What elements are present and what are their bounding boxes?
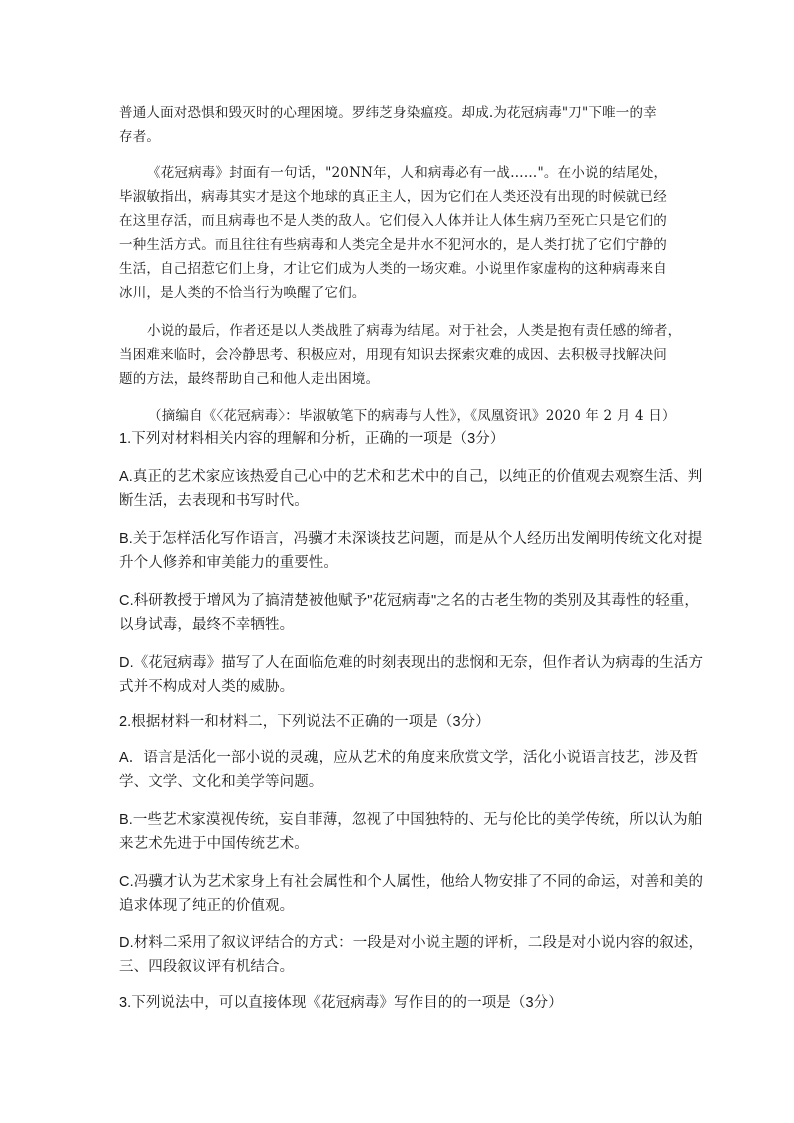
option-b-line-1: B.一些艺术家漠视传统，妄自菲薄，忽视了中国独特的、无与伦比的美学传统，所以认为舶 bbox=[119, 812, 703, 828]
question-stem: 1.下列对材料相关内容的理解和分析，正确的一项是（3分） bbox=[119, 431, 505, 447]
option-a-line-2: 断生活，去表现和书写时代。 bbox=[119, 493, 309, 509]
text-line: 小说的最后，作者还是以人类战胜了病毒为结尾。对于社会，人类是抱有责任感的缔者， bbox=[147, 323, 682, 339]
option-c-line-2: 追求体现了纯正的价值观。 bbox=[119, 898, 295, 914]
question-stem: 3.下列说法中，可以直接体现《花冠病毒》写作目的的一项是（3分） bbox=[119, 995, 563, 1011]
option-a-line-1: A.真正的艺术家应该热爱自己心中的艺术和艺术中的自己，以纯正的价值观去观察生活、判 bbox=[119, 469, 703, 485]
option-d-line-2: 式并不构成对人类的威胁。 bbox=[119, 679, 295, 695]
option-d-line-1: D.材料二采用了叙议评结合的方式：一段是对小说主题的评析，二段是对小说内容的叙述， bbox=[119, 935, 704, 951]
option-a-line-1: A．语言是活化一部小说的灵魂，应从艺术的角度来欣赏文学，活化小说语言技艺，涉及哲 bbox=[119, 750, 699, 766]
text-line: 一种生活方式。而且往往有些病毒和人类完全是井水不犯河水的，是人类打扰了它们宁静的 bbox=[119, 237, 667, 253]
text-line: 生活，自己招惹它们上身，才让它们成为人类的一场灾难。小说里作家虚构的这种病毒来自 bbox=[119, 261, 667, 277]
text-line: 题的方法，最终帮助自己和他人走出困境。 bbox=[119, 371, 380, 387]
text-line: 毕淑敏指出，病毒其实才是这个地球的真正主人，因为它们在人类还没有出现的时候就已经 bbox=[119, 189, 667, 205]
question-stem: 2.根据材料一和材料二，下列说法不正确的一项是（3分） bbox=[119, 714, 490, 730]
option-b-line-2: 升个人修养和审美能力的重要性。 bbox=[119, 555, 338, 571]
option-c-line-2: 以身试毒，最终不幸牺牲。 bbox=[119, 617, 295, 633]
option-b-line-1: B.关于怎样活化写作语言，冯骥才未深谈技艺问题，而是从个人经历出发阐明传统文化对提 bbox=[119, 531, 703, 547]
option-d-line-2: 三、四段叙议评有机结合。 bbox=[119, 959, 295, 975]
option-c-line-1: C.科研教授于增风为了搞清楚被他赋予"花冠病毒"之名的古老生物的类别及其毒性的轻重， bbox=[119, 593, 699, 609]
option-c-line-1: C.冯骥才认为艺术家身上有社会属性和个人属性，他给人物安排了不同的命运，对善和美的 bbox=[119, 874, 704, 890]
text-line: 当困难来临时，会冷静思考、积极应对，用现有知识去探索灾难的成因、去积极寻找解决问 bbox=[119, 347, 667, 363]
text-line: 冰川，是人类的不恰当行为唤醒了它们。 bbox=[119, 285, 366, 301]
option-b-line-2: 来艺术先进于中国传统艺术。 bbox=[119, 836, 309, 852]
option-a-line-2: 学、文学、文化和美学等问题。 bbox=[119, 774, 324, 790]
text-line: 存者。 bbox=[119, 129, 161, 145]
option-d-line-1: D.《花冠病毒》描写了人在面临危难的时刻表现出的悲悯和无奈，但作者认为病毒的生活方 bbox=[119, 655, 704, 671]
citation-text: （摘编自《〈花冠病毒〉：毕淑敏笔下的病毒与人性》，《凤凰资讯》2020 年 2 月 4 日） bbox=[148, 408, 676, 424]
text-line: 在这里存活，而且病毒也不是人类的敌人。它们侵入人体并让人体生病乃至死亡只是它们的 bbox=[119, 213, 667, 229]
text-line: 普通人面对恐惧和毁灭时的心理困境。罗纬芝身染瘟疫。却成.为花冠病毒"刀"下唯一的幸 bbox=[119, 105, 657, 121]
text-line: 《花冠病毒》封面有一句话，"20NN年，人和病毒必有一战……"。在小说的结尾处， bbox=[147, 165, 668, 181]
